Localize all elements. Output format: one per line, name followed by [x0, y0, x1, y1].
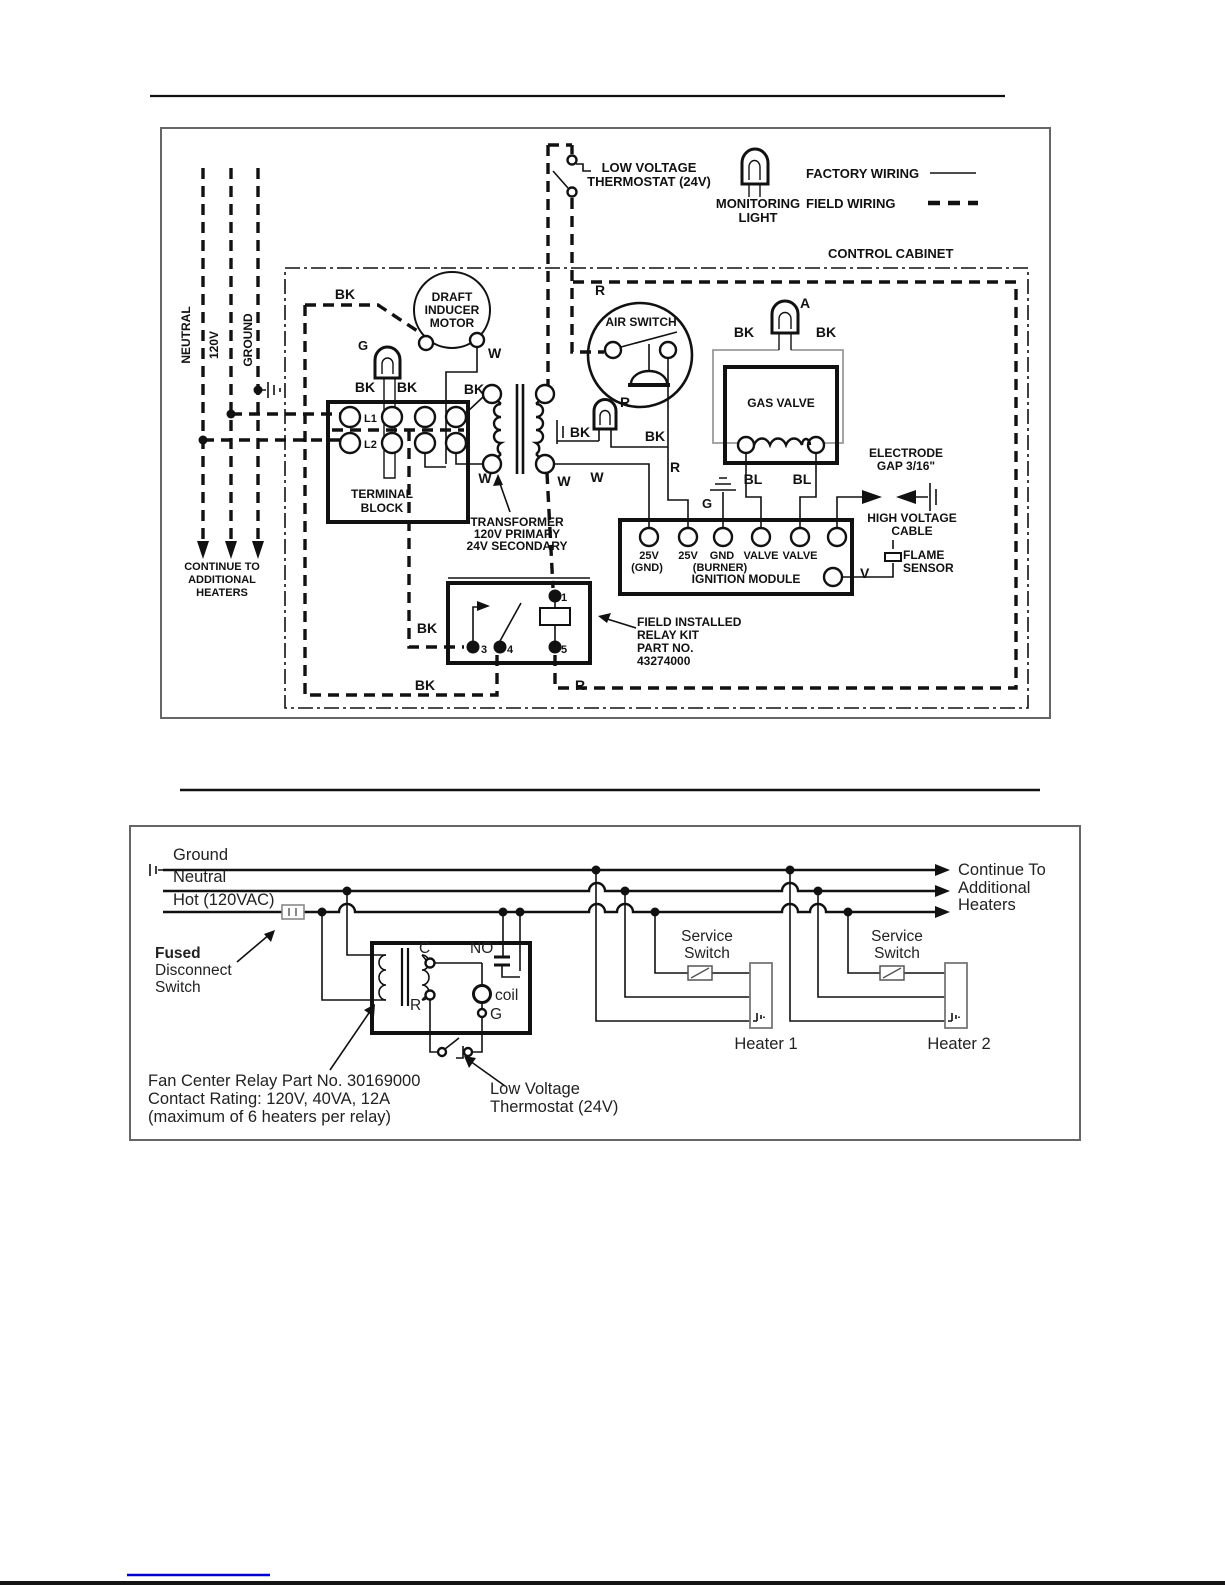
- page-bottom-edge: [0, 1581, 1225, 1585]
- neutral-bus-label: NEUTRAL: [179, 306, 193, 364]
- fused-disconnect-arrowhead: [264, 930, 275, 942]
- module-terminal-valve1: VALVE: [743, 550, 779, 562]
- fan-terminal-r: R: [410, 997, 422, 1014]
- relay-note-line1: FIELD INSTALLED: [637, 615, 742, 629]
- fan-note-arrow: [330, 1010, 371, 1070]
- fused-disconnect-arrow: [237, 934, 270, 962]
- terminal-l1-label: L1: [364, 413, 377, 425]
- monitoring-light-icon: [742, 149, 768, 197]
- transformer-line1: TRANSFORMER: [470, 515, 564, 529]
- monitoring-light-line2: LIGHT: [738, 210, 778, 225]
- wire-label-g-gnd: G: [702, 496, 713, 511]
- wire-label-bk-top: BK: [334, 286, 356, 302]
- gas-valve: [713, 350, 843, 528]
- fan-terminal-c: C: [419, 940, 431, 957]
- flame-sensor-line2: SENSOR: [903, 561, 954, 575]
- air-switch: [588, 303, 692, 528]
- continue-to-line2: Additional: [958, 879, 1031, 897]
- wire-label-bl2: BL: [792, 471, 812, 487]
- wire-label-r-bulb: R: [620, 394, 631, 410]
- wire-label-a-bulb: A: [800, 295, 811, 311]
- wire-label-g-bulb: G: [358, 338, 369, 353]
- continue-to-line3: Heaters: [958, 896, 1016, 914]
- lv-thermostat-line1: Low Voltage: [490, 1080, 580, 1098]
- continue-note-line3: HEATERS: [196, 587, 248, 599]
- service-switch2-line2: Switch: [874, 945, 920, 962]
- lv-thermostat-arrowhead: [464, 1056, 476, 1068]
- terminal-l2-label: L2: [364, 439, 377, 451]
- bottom-diagram: [130, 826, 1080, 1140]
- control-cabinet-label: CONTROL CABINET: [828, 246, 954, 261]
- terminal-block: [328, 397, 483, 647]
- thermostat-label-line1: LOW VOLTAGE: [601, 160, 697, 175]
- fused-line3: Switch: [155, 979, 201, 996]
- heater1-label: Heater 1: [734, 1035, 798, 1053]
- wire-label-bk-gv1: BK: [733, 324, 755, 340]
- module-terminal-25v: 25V: [678, 550, 698, 562]
- thermostat-label-line2: THERMOSTAT (24V): [587, 174, 711, 189]
- wire-label-w-tx: W: [478, 470, 492, 486]
- wire-label-bk-gv2: BK: [815, 324, 837, 340]
- module-terminal-gnd: GND: [709, 550, 735, 562]
- draft-motor-line3: MOTOR: [429, 316, 475, 330]
- monitoring-light-line1: MONITORING: [715, 196, 801, 211]
- fused-line1: Fused: [155, 945, 201, 962]
- wire-label-bl1: BL: [743, 471, 763, 487]
- wire-label-bk-b: BK: [396, 379, 418, 395]
- continue-note-line2: ADDITIONAL: [188, 574, 256, 586]
- draft-motor-line2: INDUCER: [424, 303, 480, 317]
- v120-bus-label: 120V: [207, 330, 221, 360]
- relay-terminal-3: 3: [481, 644, 488, 656]
- heater2-label: Heater 2: [927, 1035, 991, 1053]
- wire-label-bk-r1: BK: [416, 620, 438, 636]
- top-diagram-border: [161, 128, 1050, 718]
- a-monitoring-light-icon: [772, 301, 798, 350]
- wire-label-bk-a: BK: [354, 379, 376, 395]
- continue-to-line1: Continue To: [958, 861, 1046, 879]
- service-switch1-line2: Switch: [684, 945, 730, 962]
- transformer-line3: 24V SECONDARY: [466, 539, 568, 553]
- relay-note-line3: PART NO.: [637, 641, 694, 655]
- relay-terminal-5: 5: [561, 644, 568, 656]
- wire-label-w-dash: W: [557, 473, 571, 489]
- hot-line-label: Hot (120VAC): [173, 891, 275, 909]
- field-wiring-loop: [555, 282, 1016, 688]
- wire-label-r-wire: R: [670, 459, 681, 475]
- factory-wiring-label: FACTORY WIRING: [806, 166, 920, 181]
- module-terminal-burner: (BURNER): [692, 562, 748, 574]
- air-switch-label: AIR SWITCH: [605, 315, 677, 329]
- terminal-block-title1: TERMINAL: [351, 487, 413, 501]
- hv-cable-line1: HIGH VOLTAGE: [867, 511, 957, 525]
- module-terminal-25v-gnd2: (GND): [631, 562, 663, 574]
- transformer-line2: 120V PRIMARY: [473, 527, 561, 541]
- wire-label-w-mid: W: [590, 469, 604, 485]
- wire-label-bk-tx: BK: [463, 381, 485, 397]
- relay-terminal-4: 4: [507, 644, 514, 656]
- gas-valve-label: GAS VALVE: [747, 396, 815, 410]
- fan-note-line1: Fan Center Relay Part No. 30169000: [148, 1072, 421, 1090]
- module-terminal-v: V: [860, 565, 870, 581]
- fan-note-line2: Contact Rating: 120V, 40VA, 12A: [148, 1090, 391, 1108]
- ground-line-label: Ground: [173, 846, 229, 864]
- wire-label-r-relay: R: [574, 677, 586, 693]
- supply-lines: [197, 168, 340, 559]
- wire-label-bk-bulb: BK: [644, 428, 666, 444]
- service-switch1-line1: Service: [681, 928, 733, 945]
- electrode-gap-line2: GAP 3/16": [876, 459, 936, 473]
- hv-cable-line2: CABLE: [891, 524, 933, 538]
- terminal-block-title2: BLOCK: [360, 501, 404, 515]
- fan-terminal-no: NO: [470, 940, 494, 957]
- fused-line2: Disconnect: [155, 962, 232, 979]
- draft-motor-line1: DRAFT: [431, 290, 473, 304]
- wire-label-bk-r2: BK: [414, 677, 436, 693]
- fan-note-arrowhead: [364, 1004, 375, 1017]
- module-terminal-valve2: VALVE: [782, 550, 818, 562]
- top-diagram: [161, 128, 1050, 718]
- service-switch2-line1: Service: [871, 928, 923, 945]
- module-terminal-25v-gnd: 25V: [639, 550, 659, 562]
- wire-label-bk-gnd: BK: [569, 424, 591, 440]
- electrode-gap-line1: ELECTRODE: [868, 446, 944, 460]
- relay-note-line4: 43274000: [637, 654, 691, 668]
- flame-sensor-line1: FLAME: [903, 548, 945, 562]
- ground-bus-label: GROUND: [241, 313, 255, 367]
- wire-label-r-top: R: [595, 282, 606, 298]
- fan-terminal-coil: coil: [495, 987, 519, 1004]
- fan-terminal-g: G: [490, 1006, 503, 1023]
- continue-note-line1: CONTINUE TO: [184, 561, 260, 573]
- field-wiring-label: FIELD WIRING: [806, 196, 896, 211]
- lv-thermostat-line2: Thermostat (24V): [490, 1098, 619, 1116]
- wire-label-w-motor: W: [488, 345, 502, 361]
- relay-note-line2: RELAY KIT: [637, 628, 700, 642]
- fan-note-line3: (maximum of 6 heaters per relay): [148, 1108, 391, 1126]
- relay-terminal-1: 1: [561, 592, 568, 604]
- neutral-line-label: Neutral: [173, 868, 227, 886]
- ignition-module-label: IGNITION MODULE: [691, 572, 801, 586]
